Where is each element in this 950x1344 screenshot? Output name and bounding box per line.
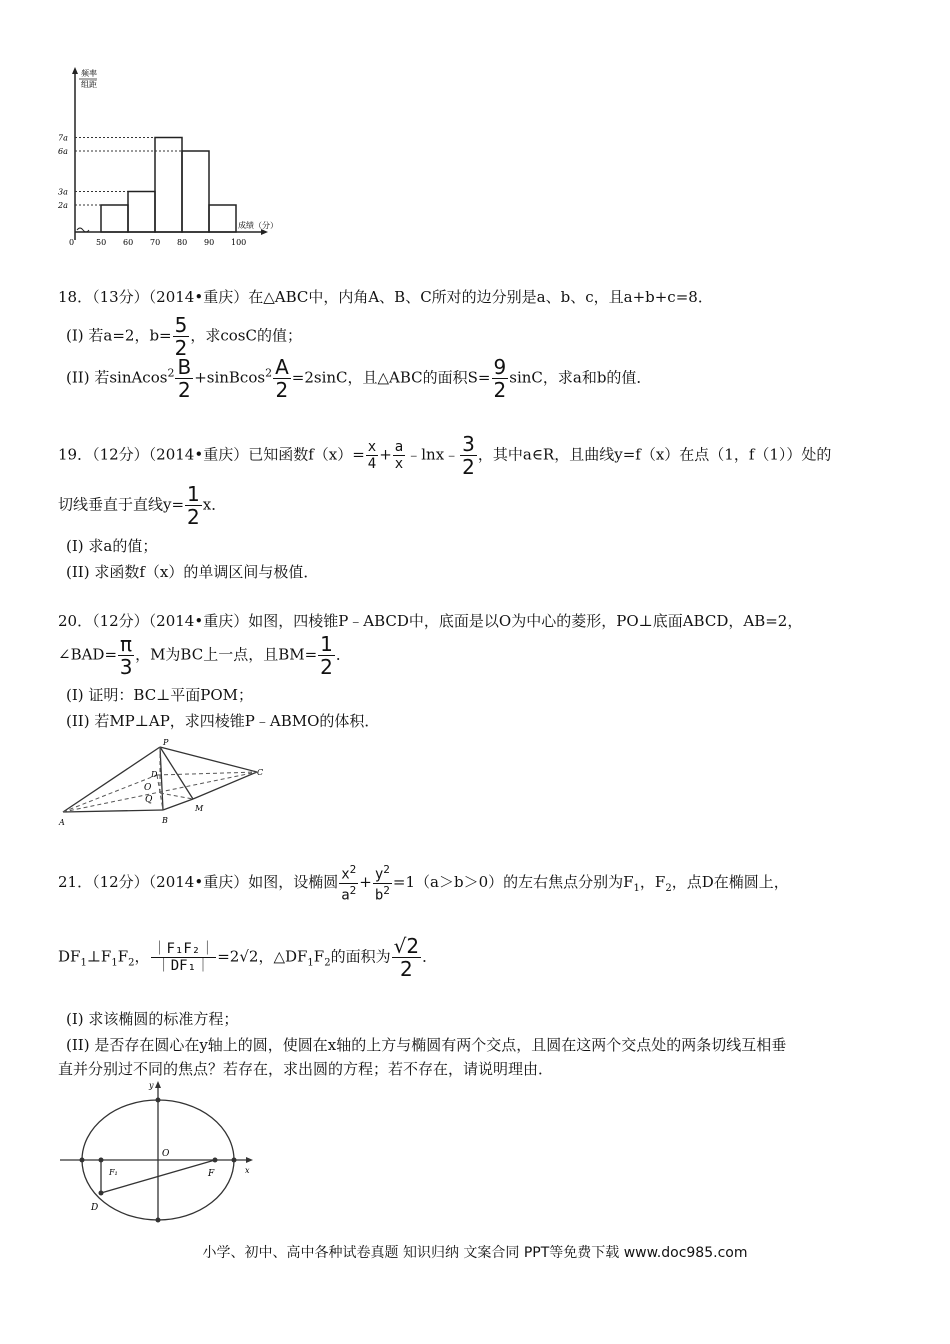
label-A: A	[59, 818, 65, 827]
histogram-bar-90-100	[209, 205, 236, 232]
y-tick-label: 7a	[58, 133, 68, 143]
label-P: P	[163, 738, 169, 747]
label-F: F	[208, 1169, 215, 1179]
q21-part1: (I) 求该椭圆的标准方程；	[66, 1010, 239, 1028]
q19-line1: 19．（12分）（2014•重庆）已知函数f（x）= $\frac{x}{4}$ + $\frac{a}{x}$ ﹣lnx﹣ $\frac{3}{2}$ ，其中a∈R，且曲线y=f（x）在点（1，f（1））处的	[58, 432, 832, 479]
label-B: B	[162, 816, 168, 825]
q21-part2-line1: (II) 是否存在圆心在y轴上的圆，使圆在x轴的上方与椭圆有两个交点，且圆在这两个交点处的两条切线互相垂	[66, 1036, 787, 1054]
x-tick-label: 0	[69, 238, 75, 247]
q19-line2: 切线垂直于直线y= $\frac{1}{2}$ x．	[58, 482, 227, 529]
q18-part2: (II) 若sinAcos$^2$ $\frac{B}{2}$ +sinBcos$^2$ $\frac{A}{2}$ =2sinC，且△ABC的面积S= $\frac{9}{2}$ sinC，求a和b的值．	[66, 355, 652, 402]
q18-part1: (I) 若a=2，b= $\frac{5}{2}$ ，求cosC的值；	[66, 313, 302, 360]
x-tick-label: 50	[96, 238, 107, 247]
ylabel-top: 频率	[81, 69, 97, 78]
q20-head: 20．（12分）（2014•重庆）如图，四棱锥P﹣ABCD中，底面是以O为中心的菱形，PO⊥底面ABCD，AB=2，	[58, 612, 803, 630]
pyramid-figure	[55, 735, 270, 830]
y-tick-label: 3a	[58, 187, 68, 197]
label-M: M	[195, 804, 204, 813]
x-tick-label: 60	[123, 238, 134, 247]
q20-part1: (I) 证明：BC⊥平面POM；	[66, 686, 254, 704]
label-O: O	[144, 783, 152, 793]
x-tick-label: 90	[204, 238, 215, 247]
q20-part2: (II) 若MP⊥AP，求四棱锥P﹣ABMO的体积．	[66, 712, 380, 730]
x-tick-label: 80	[177, 238, 188, 247]
histogram-bar-70-80	[155, 138, 182, 233]
label-C: C	[257, 768, 264, 777]
q18-head: 18．（13分）（2014•重庆）在△ABC中，内角A、B、C所对的边分别是a、b、c，且a+b+c=8．	[58, 288, 713, 306]
label-Q: Q	[145, 795, 153, 805]
label-F1: F₁	[109, 1168, 118, 1177]
q21-line1: 21．（12分）（2014•重庆）如图，设椭圆 $\frac{x^2}{a^2}$ + $\frac{y^2}{b^2}$ =1（a＞b＞0）的左右焦点分别为$F_1$，$F_2$，点D在椭圆上，	[58, 863, 789, 904]
label-D: D	[151, 770, 158, 779]
q21-part2-line2: 直并分别过不同的焦点？若存在，求出圆的方程；若不存在，请说明理由．	[58, 1060, 554, 1078]
histogram-figure	[55, 65, 280, 250]
x-tick-label: 70	[150, 238, 161, 247]
label-y: y	[149, 1081, 154, 1090]
histogram-bar-60-70	[128, 192, 155, 233]
xlabel: 成绩（分）	[238, 221, 278, 230]
footer: 小学、初中、高中各种试卷真题 知识归纳 文案合同 PPT等免费下载 www.doc985.com	[202, 1245, 748, 1261]
q19-part1: (I) 求a的值；	[66, 537, 158, 555]
ellipse-figure	[55, 1080, 265, 1225]
q20-line2: ∠BAD= $\frac{\pi}{3}$ ，M为BC上一点，且BM= $\frac{1}{2}$ ．	[58, 632, 351, 679]
y-tick-label: 6a	[58, 147, 68, 156]
label-D: D	[91, 1203, 99, 1213]
histogram-bar-80-90	[182, 151, 209, 232]
q19-part2: (II) 求函数f（x）的单调区间与极值．	[66, 563, 319, 581]
ylabel-bottom: 组距	[81, 80, 97, 89]
label-O: O	[162, 1149, 170, 1159]
label-x: x	[245, 1166, 250, 1175]
y-tick-label: 2a	[58, 201, 68, 210]
x-tick-label: 100	[231, 238, 247, 247]
q21-line2: $DF_1\perp F_1F_2$， $\frac{\text{｜F₁F₂｜}}{\text{｜DF₁｜}}$ =2√2，$\triangle DF_1F_2$的面积为 $\frac{√2}{2}$ ．	[58, 934, 438, 981]
histogram-bar-50-60	[101, 205, 128, 232]
